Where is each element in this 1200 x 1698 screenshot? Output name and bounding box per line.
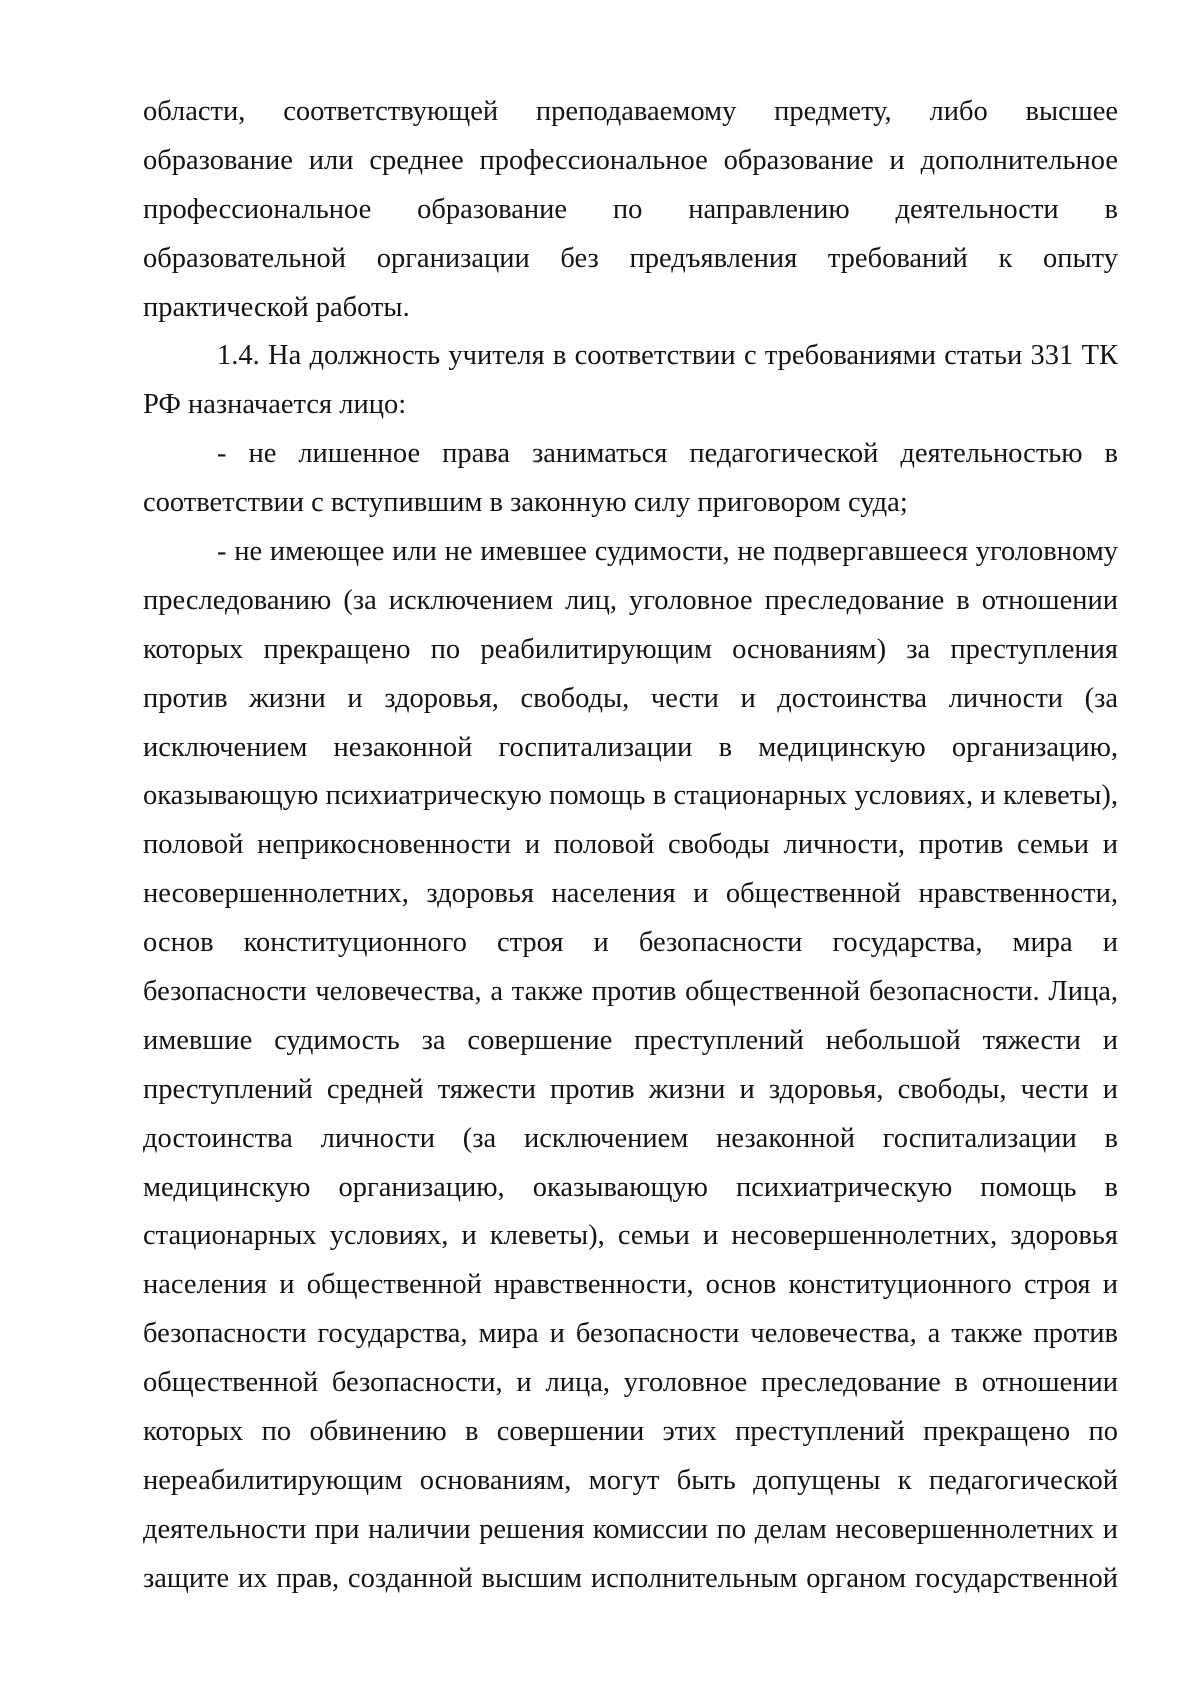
text-line: образовательной организации без предъявления требований к опыту	[143, 242, 1118, 274]
text-line: которых прекращено по реабилитирующим основаниям) за преступления	[143, 633, 1118, 665]
text-line: половой неприкосновенности и половой свободы личности, против семьи и	[143, 829, 1118, 861]
text-line: деятельности при наличии решения комиссии по делам несовершеннолетних и	[143, 1513, 1118, 1545]
text-line: РФ назначается лицо:	[143, 389, 407, 421]
document-body-text	[143, 88, 1118, 1604]
text-line: достоинства личности (за исключением незаконной госпитализации в	[143, 1122, 1118, 1154]
text-line: имевшие судимость за совершение преступлений небольшой тяжести и	[143, 1024, 1118, 1056]
text-line: против жизни и здоровья, свободы, чести и достоинства личности (за	[143, 682, 1118, 714]
text-line: - не имеющее или не имевшее судимости, не подвергавшееся уголовному	[217, 536, 1118, 568]
text-line: практической работы.	[143, 291, 410, 323]
text-line: населения и общественной нравственности, основ конституционного строя и	[143, 1269, 1118, 1301]
text-line: стационарных условиях, и клеветы), семьи и несовершеннолетних, здоровья	[143, 1220, 1118, 1252]
text-line: профессиональное образование по направлению деятельности в	[143, 193, 1118, 225]
text-line: соответствии с вступившим в законную силу приговором суда;	[143, 487, 908, 519]
text-line: оказывающую психиатрическую помощь в стационарных условиях, и клеветы),	[143, 780, 1118, 812]
text-line: которых по обвинению в совершении этих преступлений прекращено по	[143, 1416, 1118, 1448]
text-line: - не лишенное права заниматься педагогической деятельностью в	[217, 438, 1118, 470]
text-line: исключением незаконной госпитализации в медицинскую организацию,	[143, 731, 1118, 763]
text-line: 1.4. На должность учителя в соответствии с требованиями статьи 331 ТК	[217, 340, 1118, 372]
text-line: основ конституционного строя и безопасности государства, мира и	[143, 927, 1118, 959]
text-line: защите их прав, созданной высшим исполнительным органом государственной	[143, 1562, 1118, 1594]
text-line: области, соответствующей преподаваемому предмету, либо высшее	[143, 96, 1118, 127]
text-line: медицинскую организацию, оказывающую психиатрическую помощь в	[143, 1171, 1118, 1203]
text-line: безопасности государства, мира и безопасности человечества, а также против	[143, 1318, 1118, 1350]
text-line: несовершеннолетних, здоровья населения и общественной нравственности,	[143, 878, 1118, 910]
text-line: нереабилитирующим основаниям, могут быть допущены к педагогической	[143, 1464, 1118, 1496]
text-line: образование или среднее профессиональное образование и дополнительное	[143, 144, 1118, 176]
text-line: безопасности человечества, а также против общественной безопасности. Лица,	[143, 976, 1118, 1008]
text-line: преступлений средней тяжести против жизни и здоровья, свободы, чести и	[143, 1073, 1118, 1105]
text-line: преследованию (за исключением лиц, уголовное преследование в отношении	[143, 584, 1118, 616]
text-line: общественной безопасности, и лица, уголовное преследование в отношении	[143, 1367, 1118, 1399]
